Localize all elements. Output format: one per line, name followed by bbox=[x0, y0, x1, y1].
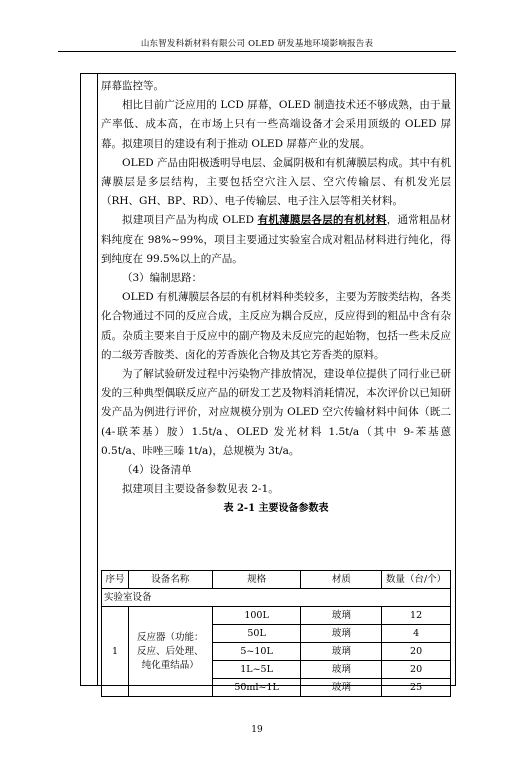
spec-cell: 50ml~1L bbox=[212, 679, 301, 697]
equipment-name-cell: 反应器（功能：反应、后处理、纯化重结晶） bbox=[128, 607, 212, 697]
paragraph-2: 相比目前广泛应用的 LCD 屏幕，OLED 制造技术还不够成熟，由于量产率低、成本高，在市场上只有一些高端设备才会采用顶级的 OLED 屏幕。拟建项目的建设有利于推动 OLED 屏幕产业的发展。 bbox=[101, 99, 451, 150]
spec-cell: 5~10L bbox=[212, 643, 301, 661]
body-text bbox=[101, 77, 451, 519]
equipment-table bbox=[101, 570, 451, 697]
paragraph-7: 拟建项目主要设备参数见表 2-1。 bbox=[122, 483, 279, 496]
table-row bbox=[102, 607, 451, 625]
paragraph-4 bbox=[101, 211, 451, 269]
spec-cell: 1L~5L bbox=[212, 661, 301, 679]
page-header: 山东智发科新材料有限公司 OLED 研发基地环境影响报告表 bbox=[140, 39, 374, 49]
spec-cell: 50L bbox=[212, 625, 301, 643]
section-heading-3: （3）编制思路： bbox=[122, 272, 203, 285]
category-cell: 实验室设备 bbox=[102, 589, 451, 607]
header-cell: 序号 bbox=[102, 571, 129, 589]
frame-left-column-rule bbox=[97, 73, 98, 686]
table-caption: 表 2-1 主要设备参数表 bbox=[223, 503, 329, 515]
paragraph-5: OLED 有机薄膜层各层的有机材料种类较多，主要为芳胺类结构，各类化合物通过不同的反应合成，主反应为耦合反应，反应得到的粗品中含有杂质。杂质主要来自于反应中的副产物及未反应完的起始物，包括一些未反应的二级芳香胺类、卤化的芳香族化合物及其它芳香类的原料。 bbox=[101, 291, 452, 361]
header-cell: 材质 bbox=[301, 571, 382, 589]
paragraph-1: 屏幕监控等。 bbox=[101, 80, 164, 92]
material-cell: 玻璃 bbox=[301, 625, 382, 643]
spec-cell: 100L bbox=[212, 607, 301, 625]
index-cell: 1 bbox=[102, 607, 129, 697]
paragraph-6: 为了解试验研发过程中污染物产排放情况，建设单位提供了同行业已研发的三种典型偶联反应产品的研发工艺及物料消耗情况，本次评价以已知研发产品为例进行评价，对应规模分别为 OLED 空穴传输材料中间体（既二(4-联苯基）胺）1.5t/a、OLED 发光材料 1.5t/a（其中 9-苯基蒽 0.5t/a、咔唑三嗪 1t/a)，总规模为 3t/a。 bbox=[101, 368, 451, 457]
material-cell: 玻璃 bbox=[301, 643, 382, 661]
header-cell: 设备名称 bbox=[128, 571, 212, 589]
paragraph-4-before: 拟建项目产品为构成 OLED bbox=[122, 214, 258, 227]
quantity-cell: 4 bbox=[382, 625, 451, 643]
page-number: 19 bbox=[251, 725, 263, 735]
header-cell: 规格 bbox=[212, 571, 301, 589]
header-cell: 数量（台/个） bbox=[382, 571, 451, 589]
table-header-row bbox=[102, 571, 451, 589]
section-heading-4: （4）设备清单 bbox=[122, 464, 192, 477]
quantity-cell: 20 bbox=[382, 643, 451, 661]
paragraph-4-after: ，通常粗品材料纯度在 98%~99%，项目主要通过实验室合成对粗品材料进行纯化，得到纯度在 99.5%以上的产品。 bbox=[101, 214, 452, 265]
quantity-cell: 12 bbox=[382, 607, 451, 625]
material-cell: 玻璃 bbox=[301, 679, 382, 697]
paragraph-4-emphasis: 有机薄膜层各层的有机材料 bbox=[257, 214, 387, 227]
table-category-row bbox=[102, 589, 451, 607]
paragraph-3: OLED 产品由阳极透明导电层、金属阴极和有机薄膜层构成。其中有机薄膜层是多层结构，主要包括空穴注入层、空穴传输层、有机发光层（RH、GH、BP、RD）、电子传输层、电子注入层等相关材料。 bbox=[101, 156, 452, 208]
material-cell: 玻璃 bbox=[301, 607, 382, 625]
material-cell: 玻璃 bbox=[301, 661, 382, 679]
quantity-cell: 20 bbox=[382, 661, 451, 679]
quantity-cell: 25 bbox=[382, 679, 451, 697]
header-rule bbox=[58, 51, 456, 52]
